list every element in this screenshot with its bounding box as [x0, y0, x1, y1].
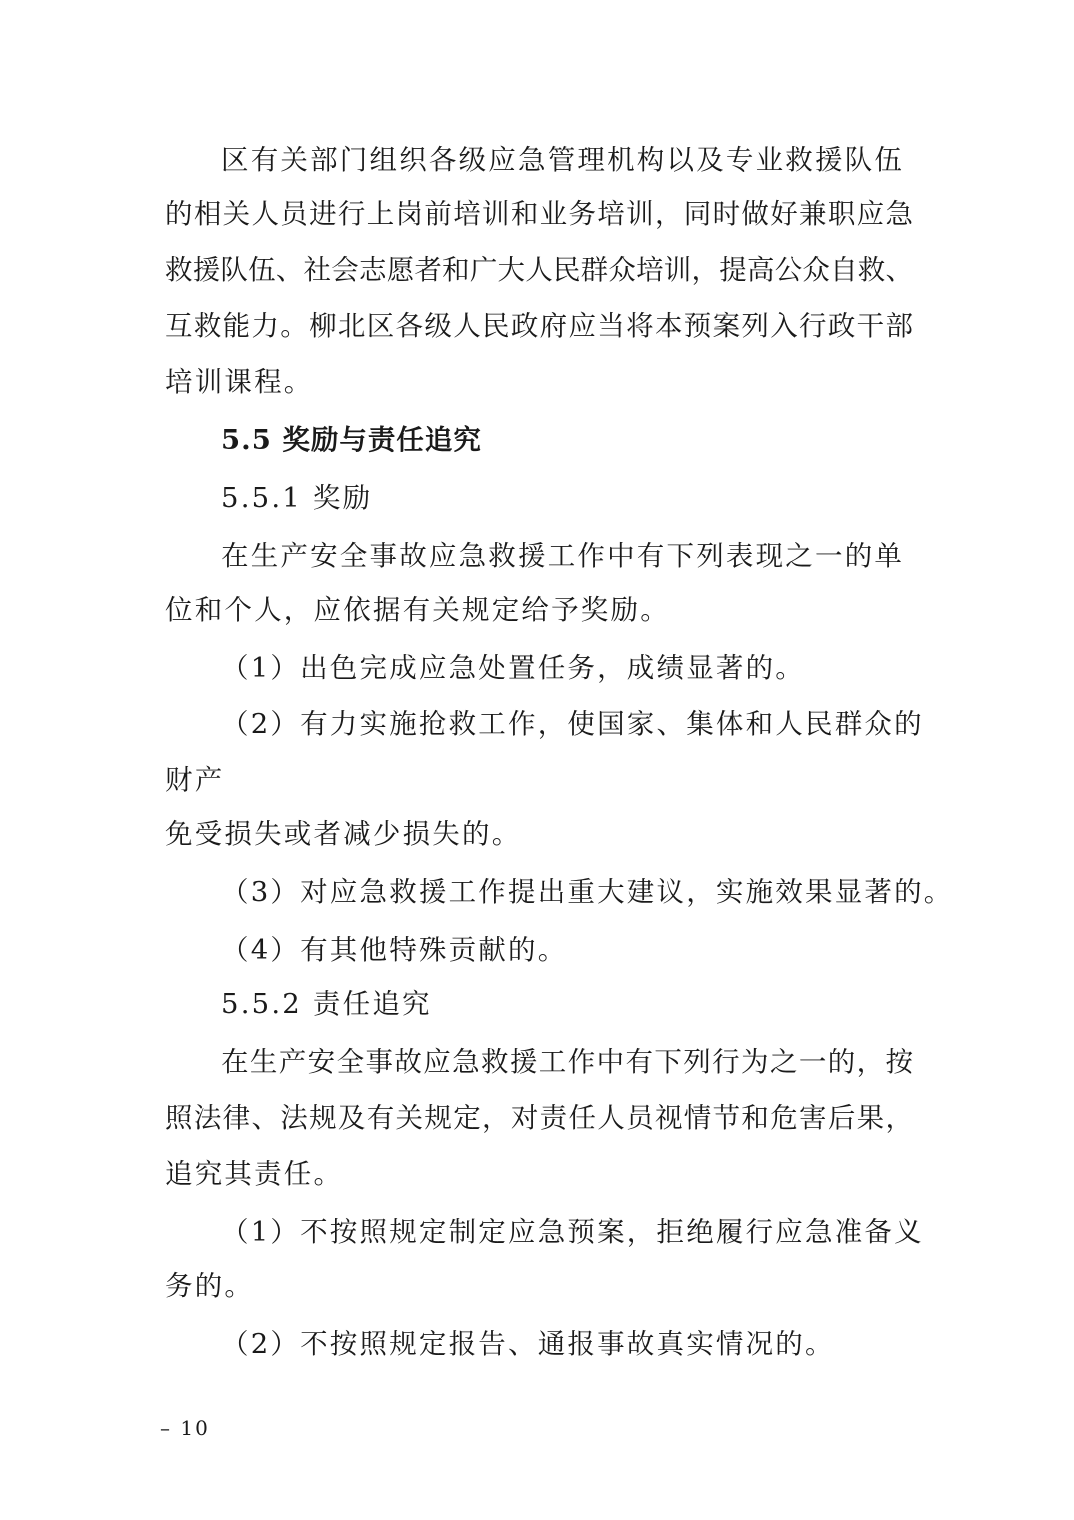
list-item-continuation: 免受损失或者减少损失的。 [165, 818, 522, 850]
paragraph-line: 互救能力。柳北区各级人民政府应当将本预案列入行政干部 [165, 310, 913, 342]
list-item: （3）对应急救援工作提出重大建议，实施效果显著的。 [221, 876, 954, 908]
list-item: （1）不按照规定制定应急预案，拒绝履行应急准备义 [221, 1216, 924, 1248]
paragraph-line: 在生产安全事故应急救援工作中有下列行为之一的，按 [221, 1046, 913, 1078]
paragraph-line: 培训课程。 [165, 366, 314, 398]
paragraph-line: 位和个人，应依据有关规定给予奖励。 [165, 594, 670, 626]
paragraph-line: 的相关人员进行上岗前培训和业务培训，同时做好兼职应急 [165, 198, 913, 230]
list-item: （1）出色完成应急处置任务，成绩显著的。 [221, 652, 805, 684]
list-item: （2）不按照规定报告、通报事故真实情况的。 [221, 1328, 835, 1360]
subsection-heading-5-5-2: 5.5.2 责任追究 [221, 988, 432, 1020]
subsection-heading-5-5-1: 5.5.1 奖励 [221, 482, 373, 514]
list-item: （4）有其他特殊贡献的。 [221, 934, 568, 966]
paragraph-line: 救援队伍、社会志愿者和广大人民群众培训，提高公众自救、 [165, 254, 913, 286]
list-item: （2）有力实施抢救工作，使国家、集体和人民群众的 [221, 708, 924, 740]
paragraph-line: 在生产安全事故应急救援工作中有下列表现之一的单 [221, 540, 905, 572]
page-number: – 10 [160, 1416, 210, 1440]
paragraph-line: 追究其责任。 [165, 1158, 344, 1190]
list-item-continuation: 财产 [165, 764, 225, 796]
paragraph-line: 照法律、法规及有关规定，对责任人员视情节和危害后果， [165, 1102, 913, 1134]
paragraph-line: 区有关部门组织各级应急管理机构以及专业救援队伍 [221, 144, 905, 176]
list-item-continuation: 务的。 [165, 1270, 255, 1302]
section-heading-5-5: 5.5 奖励与责任追究 [221, 424, 482, 456]
